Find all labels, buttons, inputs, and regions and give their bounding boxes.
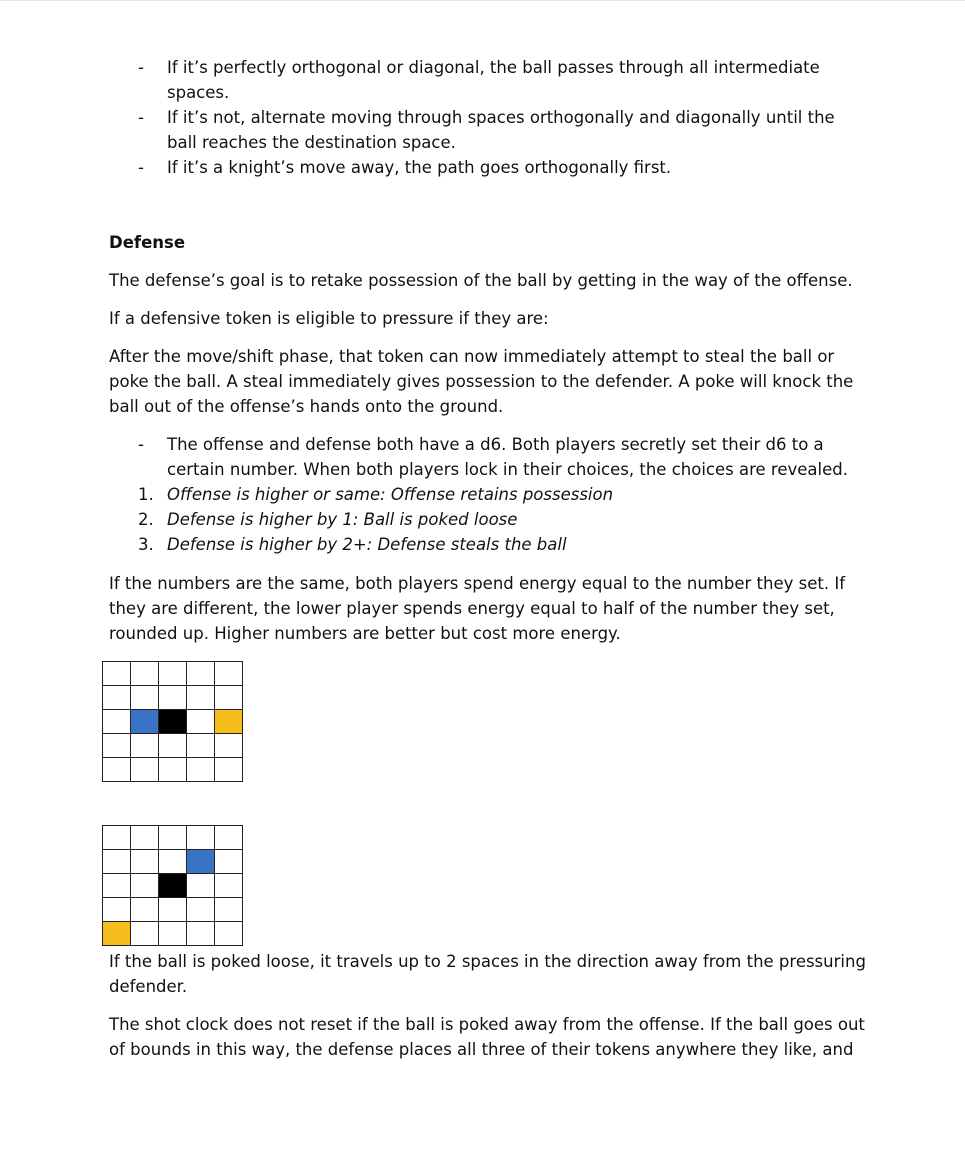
document-page <box>109 55 869 646</box>
grid-cell <box>215 850 243 874</box>
grid-cell <box>159 922 187 946</box>
list-item: 3. Defense is higher by 2+: Defense steals the ball <box>138 535 567 554</box>
grid-cell <box>159 898 187 922</box>
list-item: - If it’s a knight’s move away, the path goes orthogonally first. <box>138 158 672 177</box>
grid-cell <box>131 826 159 850</box>
grid-cell <box>103 826 131 850</box>
black-token-cell <box>159 874 187 898</box>
grid-cell <box>131 898 159 922</box>
grid-cell <box>187 686 215 710</box>
d6-rule-list <box>109 432 869 482</box>
grid-cell <box>159 734 187 758</box>
grid-cell <box>187 826 215 850</box>
grid-cell <box>187 898 215 922</box>
energy-paragraph: If the numbers are the same, both players spend energy equal to the number they set. If they are different, the lower player spends energy equal to half of the number they set, rounded up. Higher numbers are better but cost more energy. <box>109 574 846 643</box>
list-item: 2. Defense is higher by 1: Ball is poked loose <box>138 510 518 529</box>
grid-cell <box>187 734 215 758</box>
grid-cell <box>131 686 159 710</box>
outcome-list <box>109 482 869 557</box>
grid-cell <box>215 922 243 946</box>
document-page-lower <box>109 949 869 1062</box>
grid-cell <box>159 850 187 874</box>
blue-token-cell <box>131 710 159 734</box>
black-token-cell <box>159 710 187 734</box>
grid-cell <box>215 686 243 710</box>
grid-cell <box>103 898 131 922</box>
grid-cell <box>187 710 215 734</box>
grid-cell <box>159 826 187 850</box>
grid-cell <box>103 758 131 782</box>
grid-cell <box>131 850 159 874</box>
grid-cell <box>187 758 215 782</box>
list-item: 1. Offense is higher or same: Offense retains possession <box>138 485 614 504</box>
eligibility-paragraph: If a defensive token is eligible to pressure if they are: <box>109 309 549 328</box>
grid-cell <box>103 734 131 758</box>
grid-cell <box>215 758 243 782</box>
grid-cell <box>103 686 131 710</box>
court-diagram-before <box>102 661 243 782</box>
path-rules-list <box>109 55 869 180</box>
grid-cell <box>131 758 159 782</box>
yellow-token-cell <box>215 710 243 734</box>
grid-cell <box>131 874 159 898</box>
grid-cell <box>159 758 187 782</box>
list-item: - The offense and defense both have a d6. Both players secretly set their d6 to a certain number. When both players lock in their choices, the choices are revealed. <box>138 435 848 479</box>
grid-cell <box>159 686 187 710</box>
yellow-token-cell <box>103 922 131 946</box>
grid-cell <box>215 874 243 898</box>
grid-cell <box>131 662 159 686</box>
grid-cell <box>131 922 159 946</box>
grid-cell <box>187 922 215 946</box>
poked-loose-paragraph: If the ball is poked loose, it travels up to 2 spaces in the direction away from the pressuring defender. <box>109 952 866 996</box>
defense-goal-paragraph: The defense’s goal is to retake possession of the ball by getting in the way of the offense. <box>109 271 853 290</box>
grid-cell <box>215 898 243 922</box>
grid-cell <box>215 826 243 850</box>
page-top-edge <box>0 0 965 1</box>
grid-cell <box>187 662 215 686</box>
court-diagram-after <box>102 825 243 946</box>
defense-heading: Defense <box>109 233 186 252</box>
blue-token-cell <box>187 850 215 874</box>
grid-cell <box>103 662 131 686</box>
grid-cell <box>159 662 187 686</box>
grid-cell <box>215 734 243 758</box>
after-move-paragraph: After the move/shift phase, that token can now immediately attempt to steal the ball or poke the ball. A steal immediately gives possession to the defender. A poke will knock the ball out of the offense’s hands onto the ground. <box>109 347 854 416</box>
grid-cell <box>215 662 243 686</box>
grid-cell <box>103 850 131 874</box>
grid-cell <box>103 710 131 734</box>
list-item: - If it’s perfectly orthogonal or diagonal, the ball passes through all intermediate spaces. <box>138 58 820 102</box>
shot-clock-paragraph: The shot clock does not reset if the ball is poked away from the offense. If the ball goes out of bounds in this way, the defense places all three of their tokens anywhere they like, and <box>109 1015 865 1059</box>
grid-cell <box>131 734 159 758</box>
grid-cell <box>187 874 215 898</box>
list-item: - If it’s not, alternate moving through spaces orthogonally and diagonally until the ball reaches the destination space. <box>138 108 835 152</box>
grid-cell <box>103 874 131 898</box>
